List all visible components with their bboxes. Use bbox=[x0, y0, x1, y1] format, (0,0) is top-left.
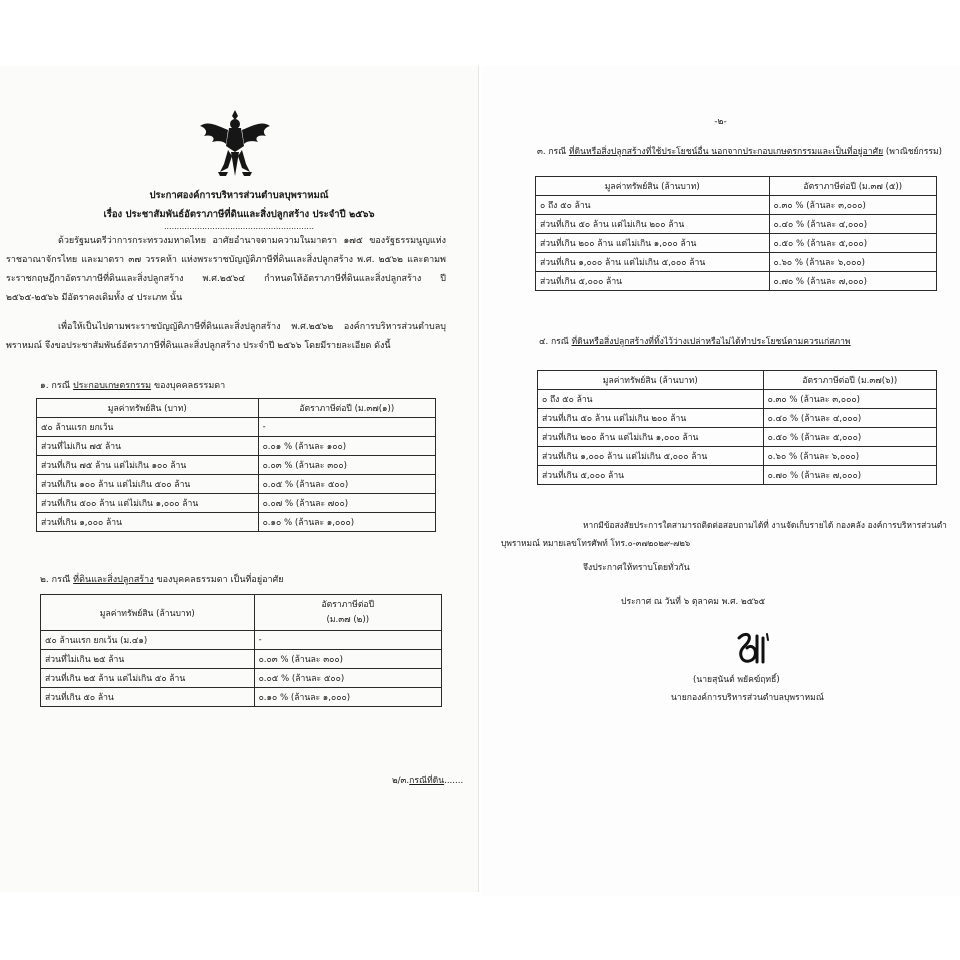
column-header: มูลค่าทรัพย์สิน (ล้านบาท) bbox=[538, 371, 764, 390]
table-row bbox=[41, 688, 442, 707]
table-cell: ๐ ถึง ๕๐ ล้าน bbox=[536, 196, 770, 215]
announcement-date: ประกาศ ณ วันที่ ๖ ตุลาคม พ.ศ. ๒๕๖๕ bbox=[621, 597, 766, 607]
table-cell: ส่วนที่เกิน ๕๐ ล้าน แต่ไม่เกิน ๒๐๐ ล้าน bbox=[536, 215, 770, 234]
table-row bbox=[37, 494, 436, 513]
table-row bbox=[538, 428, 937, 447]
table-header-row bbox=[536, 177, 937, 196]
table-cell: ๐.๖๐ % (ล้านละ ๖,๐๐๐) bbox=[763, 447, 936, 466]
table-cell: ๐.๗๐ % (ล้านละ ๗,๐๐๐) bbox=[769, 272, 937, 291]
table-cell: ๐.๐๓ % (ล้านละ ๓๐๐) bbox=[258, 456, 435, 475]
table-cell: ๐.๖๐ % (ล้านละ ๖,๐๐๐) bbox=[769, 253, 937, 272]
table-cell: ส่วนที่เกิน ๕,๐๐๐ ล้าน bbox=[538, 466, 764, 485]
table-row bbox=[37, 475, 436, 494]
table-cell: ๐.๑๐ % (ล้านละ ๑,๐๐๐) bbox=[258, 513, 435, 532]
contact-line-2: บุพราหมณ์ หมายเลขโทรศัพท์ โทร.๐-๓๗๒๐๒๙-๗๒๖ bbox=[501, 538, 691, 548]
table-cell: ๐ ถึง ๕๐ ล้าน bbox=[538, 390, 764, 409]
header-divider: ........................................................... bbox=[163, 222, 315, 231]
table-cell: ๐.๓๐ % (ล้านละ ๓,๐๐๐) bbox=[763, 390, 936, 409]
table-cell: ส่วนที่เกิน ๒๕ ล้าน แต่ไม่เกิน ๕๐ ล้าน bbox=[41, 669, 255, 688]
table-row bbox=[536, 272, 937, 291]
table-header-row bbox=[538, 371, 937, 390]
column-header bbox=[254, 595, 441, 631]
table-row bbox=[538, 390, 937, 409]
table-header-row bbox=[37, 399, 436, 418]
table-cell: - bbox=[258, 418, 435, 437]
table-cell: - bbox=[254, 631, 441, 650]
table-cell: ๐.๕๐ % (ล้านละ ๕,๐๐๐) bbox=[769, 234, 937, 253]
column-header: อัตราภาษีต่อปี (ม.๓๗(๑)) bbox=[258, 399, 435, 418]
table-cell: ส่วนที่เกิน ๗๕ ล้าน แต่ไม่เกิน ๑๐๐ ล้าน bbox=[37, 456, 259, 475]
table-row bbox=[538, 466, 937, 485]
table-cell: ๐.๐๕ % (ล้านละ ๕๐๐) bbox=[254, 669, 441, 688]
case4-heading: ๔. กรณี ที่ดินหรือสิ่งปลูกสร้างที่ทิ้งไว้ว่างเปล่าหรือไม่ได้ทำประโยชน์ตามควรแก่สภาพ bbox=[539, 337, 851, 347]
header-line: (ม.๓๗ (๒)) bbox=[326, 614, 370, 625]
table-cell: ๐.๔๐ % (ล้านละ ๔,๐๐๐) bbox=[763, 409, 936, 428]
signer-name: (นายสุนันต์ พยัคฆ์ฤทธิ์) bbox=[693, 675, 780, 685]
case1-heading: ๑. กรณี ประกอบเกษตรกรรม ของบุคคลธรรมดา bbox=[40, 381, 226, 391]
table-cell: ส่วนที่เกิน ๕๐๐ ล้าน แต่ไม่เกิน ๑,๐๐๐ ล้าน bbox=[37, 494, 259, 513]
table-cell: ๐.๑๐ % (ล้านละ ๑,๐๐๐) bbox=[254, 688, 441, 707]
table-cell: ส่วนที่เกิน ๕๐ ล้าน bbox=[41, 688, 255, 707]
document-page-2 bbox=[481, 66, 960, 896]
table-row bbox=[538, 447, 937, 466]
paragraph-intro: ด้วยรัฐมนตรีว่าการกระทรวงมหาดไทย อาศัยอำนาจตามความในมาตรา ๑๗๕ ของรัฐธรรมนูญแห่งราชอาณาจักรไทย และมาตรา ๓๗ วรรคห้า แห่งพระราชบัญญัติภาษีที่ดินและสิ่งปลูกสร้าง พ.ศ. ๒๕๖๒ และตามพระราชกฤษฎีกาอัตราภาษีที่ดินและสิ่งปลูกสร้าง พ.ศ.๒๕๖๔ กำหนดให้อัตราภาษีที่ดินและสิ่งปลูกสร้าง ปี ๒๕๖๕-๒๕๖๖ มีอัตราคงเดิมทั้ง ๔ ประเภท นั้น bbox=[6, 236, 446, 303]
column-header: มูลค่าทรัพย์สิน (ล้านบาท) bbox=[41, 595, 255, 631]
column-header: มูลค่าทรัพย์สิน (บาท) bbox=[37, 399, 259, 418]
closing-statement: จึงประกาศให้ทราบโดยทั่วกัน bbox=[583, 563, 690, 573]
table-cell: ๕๐ ล้านแรก ยกเว้น (ม.๔๑) bbox=[41, 631, 255, 650]
garuda-emblem-icon bbox=[198, 106, 272, 182]
table-cell: ๐.๕๐ % (ล้านละ ๕,๐๐๐) bbox=[763, 428, 936, 447]
table-header-row bbox=[41, 595, 442, 631]
case1-rate-table bbox=[36, 398, 436, 532]
announcement-subject: เรื่อง ประชาสัมพันธ์อัตราภาษีที่ดินและสิ่งปลูกสร้าง ประจำปี ๒๕๖๖ bbox=[103, 209, 375, 220]
table-row bbox=[41, 650, 442, 669]
signer-title: นายกองค์การบริหารส่วนตำบลบุพราหมณ์ bbox=[671, 693, 824, 703]
column-header: มูลค่าทรัพย์สิน (ล้านบาท) bbox=[536, 177, 770, 196]
table-cell: ๐.๐๑ % (ล้านละ ๑๐๐) bbox=[258, 437, 435, 456]
table-cell: ส่วนที่เกิน ๑,๐๐๐ ล้าน แต่ไม่เกิน ๕,๐๐๐ ล้าน bbox=[536, 253, 770, 272]
table-row bbox=[536, 196, 937, 215]
case3-rate-table bbox=[535, 176, 937, 291]
table-row bbox=[37, 513, 436, 532]
table-cell: ส่วนที่ไม่เกิน ๒๕ ล้าน bbox=[41, 650, 255, 669]
table-cell: ๐.๐๗ % (ล้านละ ๗๐๐) bbox=[258, 494, 435, 513]
column-header: อัตราภาษีต่อปี (ม.๓๗(๖)) bbox=[763, 371, 936, 390]
table-cell: ส่วนที่เกิน ๑,๐๐๐ ล้าน แต่ไม่เกิน ๕,๐๐๐ ล้าน bbox=[538, 447, 764, 466]
table-cell: ส่วนที่เกิน ๑๐๐ ล้าน แต่ไม่เกิน ๕๐๐ ล้าน bbox=[37, 475, 259, 494]
case4-rate-table bbox=[537, 370, 937, 485]
table-cell: ๐.๐๓ % (ล้านละ ๓๐๐) bbox=[254, 650, 441, 669]
case3-heading: ๓. กรณี ที่ดินหรือสิ่งปลูกสร้างที่ใช้ประโยชน์อื่น นอกจากประกอบเกษตรกรรมและเป็นที่อยู่อาศัย (พาณิชย์กรรม) bbox=[537, 147, 943, 157]
table-cell: ส่วนที่เกิน ๕๐ ล้าน แต่ไม่เกิน ๒๐๐ ล้าน bbox=[538, 409, 764, 428]
document-page-1 bbox=[0, 66, 478, 892]
table-cell: ๐.๓๐ % (ล้านละ ๓,๐๐๐) bbox=[769, 196, 937, 215]
announcement-title: ประกาศองค์การบริหารส่วนตำบลบุพราหมณ์ bbox=[149, 190, 329, 201]
table-cell: ๐.๗๐ % (ล้านละ ๗,๐๐๐) bbox=[763, 466, 936, 485]
table-cell: ส่วนที่ไม่เกิน ๗๕ ล้าน bbox=[37, 437, 259, 456]
case2-rate-table bbox=[40, 594, 442, 707]
page-number: -๒- bbox=[714, 117, 727, 127]
table-cell: ส่วนที่เกิน ๑,๐๐๐ ล้าน bbox=[37, 513, 259, 532]
table-row bbox=[41, 669, 442, 688]
table-cell: ส่วนที่เกิน ๒๐๐ ล้าน แต่ไม่เกิน ๑,๐๐๐ ล้าน bbox=[536, 234, 770, 253]
header-line: อัตราภาษีต่อปี bbox=[321, 599, 375, 610]
paragraph-purpose: เพื่อให้เป็นไปตามพระราชบัญญัติภาษีที่ดินและสิ่งปลูกสร้าง พ.ศ.๒๕๖๒ องค์การบริหารส่วนตำบลบุพราหมณ์ จึงขอประชาสัมพันธ์อัตราภาษีที่ดินและสิ่งปลูกสร้าง ประจำปี ๒๕๖๖ โดยมีรายละเอียด ดังนี้ bbox=[6, 322, 446, 351]
table-row bbox=[538, 409, 937, 428]
contact-line-1: หากมีข้อสงสัยประการใดสามารถติดต่อสอบถามได้ที่ งานจัดเก็บรายได้ กองคลัง องค์การบริหารส่วนตำ bbox=[583, 520, 947, 530]
table-cell: ๐.๐๕ % (ล้านละ ๕๐๐) bbox=[258, 475, 435, 494]
page-footer-continuation: ๒/๓.กรณีที่ดิน....... bbox=[392, 776, 464, 786]
table-row bbox=[37, 437, 436, 456]
table-row bbox=[536, 253, 937, 272]
case2-heading: ๒. กรณี ที่ดินและสิ่งปลูกสร้าง ของบุคคลธรรมดา เป็นที่อยู่อาศัย bbox=[40, 575, 284, 585]
table-row bbox=[37, 418, 436, 437]
table-cell: ๐.๔๐ % (ล้านละ ๔,๐๐๐) bbox=[769, 215, 937, 234]
table-cell: ๕๐ ล้านแรก ยกเว้น bbox=[37, 418, 259, 437]
signature-mark bbox=[733, 628, 773, 668]
table-row bbox=[536, 234, 937, 253]
column-header: อัตราภาษีต่อปี (ม.๓๗ (๕)) bbox=[769, 177, 937, 196]
table-row bbox=[536, 215, 937, 234]
table-cell: ส่วนที่เกิน ๕,๐๐๐ ล้าน bbox=[536, 272, 770, 291]
table-cell: ส่วนที่เกิน ๒๐๐ ล้าน แต่ไม่เกิน ๑,๐๐๐ ล้าน bbox=[538, 428, 764, 447]
table-row bbox=[41, 631, 442, 650]
table-row bbox=[37, 456, 436, 475]
